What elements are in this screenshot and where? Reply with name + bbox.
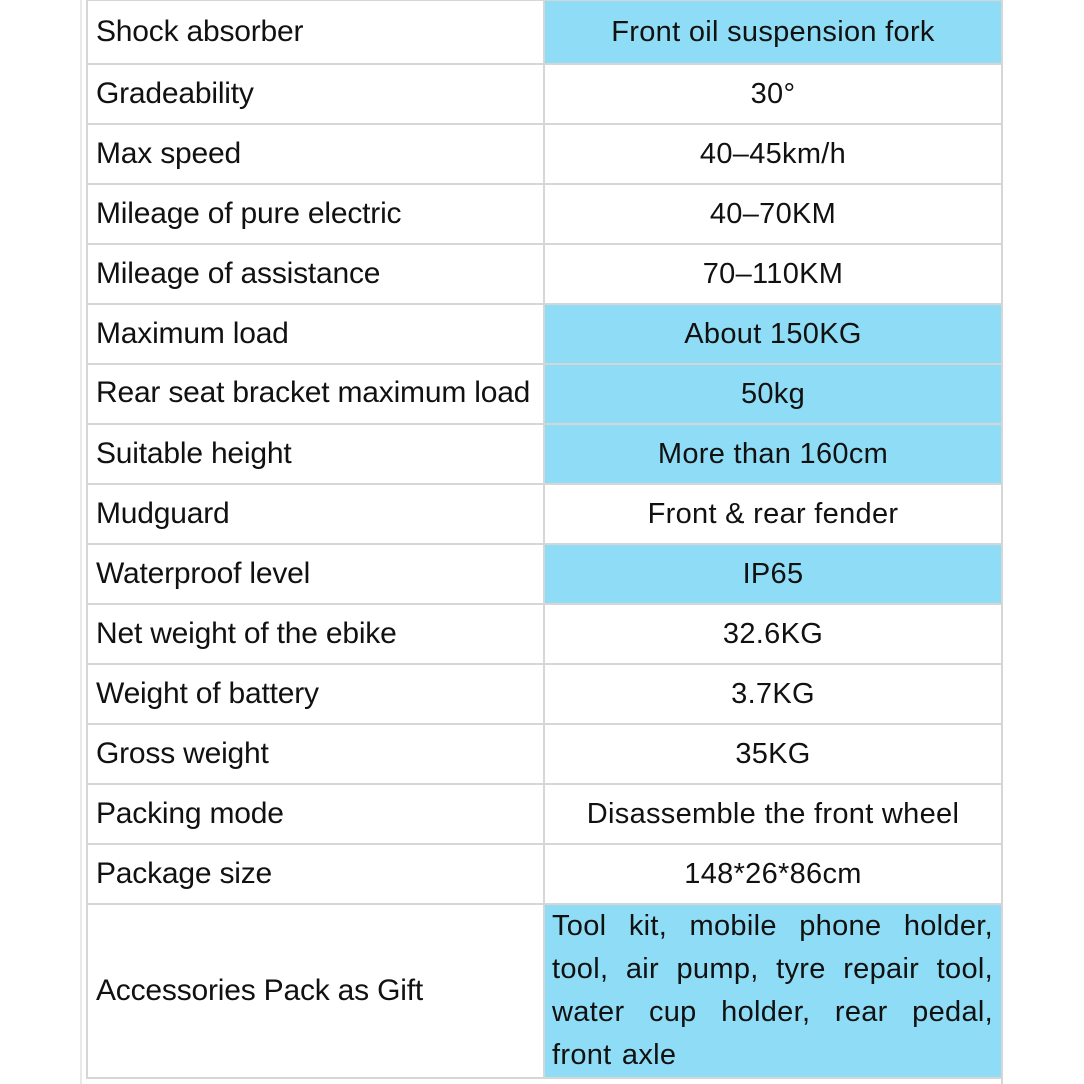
spec-row (87, 304, 1002, 364)
spec-row (87, 784, 1002, 844)
spec-row (87, 364, 1002, 424)
spec-row (87, 64, 1002, 124)
spec-label: Gross weight (87, 724, 544, 784)
spec-value: 50kg (544, 364, 1002, 424)
spec-label: Mudguard (87, 484, 544, 544)
spec-label: Weight of battery (87, 664, 544, 724)
spec-value: Disassemble the front wheel (544, 784, 1002, 844)
spec-value: Front oil suspension fork (544, 0, 1002, 64)
spec-value: Front & rear fender (544, 484, 1002, 544)
spec-label: Mileage of assistance (87, 244, 544, 304)
spec-value: 3.7KG (544, 664, 1002, 724)
spec-table (86, 0, 1003, 1079)
spec-value: 32.6KG (544, 604, 1002, 664)
spec-label: Waterproof level (87, 544, 544, 604)
spec-label: Mileage of pure electric (87, 184, 544, 244)
spec-value: 30° (544, 64, 1002, 124)
spec-value: 40–70KM (544, 184, 1002, 244)
spec-label: Gradeability (87, 64, 544, 124)
spec-table-body (87, 0, 1002, 1078)
spec-row (87, 124, 1002, 184)
spec-label (87, 364, 544, 424)
spec-row (87, 544, 1002, 604)
spec-row (87, 424, 1002, 484)
spec-label: Maximum load (87, 304, 544, 364)
spec-row (87, 244, 1002, 304)
spec-row (87, 724, 1002, 784)
spec-row (87, 0, 1002, 64)
spec-label: Shock absorber (87, 0, 544, 64)
spec-label: Package size (87, 844, 544, 904)
spec-row (87, 844, 1002, 904)
spec-value: 70–110KM (544, 244, 1002, 304)
spec-label-text: Rear seat bracket maximum load (96, 376, 531, 409)
spec-label: Accessories Pack as Gift (87, 904, 544, 1078)
spec-row (87, 184, 1002, 244)
left-divider (80, 0, 82, 1084)
spec-row (87, 604, 1002, 664)
spec-value: 40–45km/h (544, 124, 1002, 184)
spec-row (87, 904, 1002, 1078)
spec-row (87, 664, 1002, 724)
spec-value: Tool kit, mobile phone holder, tool, air pump, tyre repair tool, water cup holder, rear pedal, front axle (544, 904, 1002, 1078)
spec-label: Max speed (87, 124, 544, 184)
spec-value: About 150KG (544, 304, 1002, 364)
spec-label: Suitable height (87, 424, 544, 484)
spec-value: 148*26*86cm (544, 844, 1002, 904)
spec-value: 35KG (544, 724, 1002, 784)
spec-value: More than 160cm (544, 424, 1002, 484)
spec-label: Packing mode (87, 784, 544, 844)
spec-row (87, 484, 1002, 544)
right-divider (1001, 0, 1003, 1084)
spec-value: IP65 (544, 544, 1002, 604)
spec-label: Net weight of the ebike (87, 604, 544, 664)
